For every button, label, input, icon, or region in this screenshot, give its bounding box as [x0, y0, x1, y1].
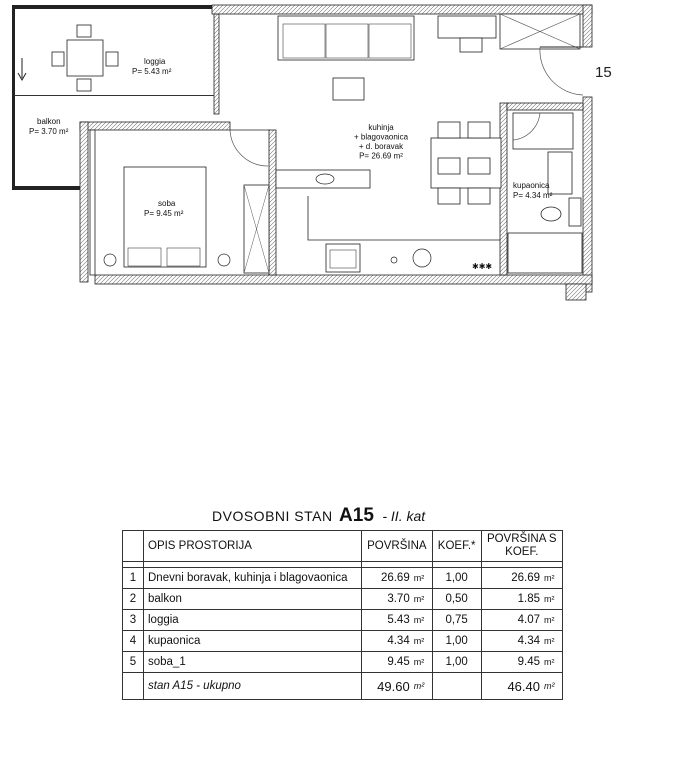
row-name: balkon — [144, 589, 362, 610]
row-number: 5 — [123, 652, 144, 673]
table-row — [123, 610, 563, 631]
row-coef: 1,00 — [432, 652, 481, 673]
room-label-loggia: loggia — [144, 57, 166, 66]
title-code: A15 — [339, 505, 374, 526]
table-row — [123, 652, 563, 673]
row-coef: 1,00 — [432, 631, 481, 652]
row-area-coef-unit: m² — [544, 589, 563, 610]
title-floor: - II. kat — [382, 508, 426, 524]
row-number: 2 — [123, 589, 144, 610]
floor-plan — [0, 0, 695, 320]
living-room-furniture — [278, 16, 496, 100]
total-area-unit: m² — [414, 673, 433, 700]
entrance-door — [540, 47, 583, 95]
row-coef: 0,50 — [432, 589, 481, 610]
row-coef: 1,00 — [432, 568, 481, 589]
room-label-kitchen — [354, 123, 409, 161]
room-area-kupaonica: P= 4.34 m² — [513, 191, 553, 200]
row-area: 4.34 — [362, 631, 414, 652]
row-number: 3 — [123, 610, 144, 631]
row-area-unit: m² — [414, 610, 433, 631]
unit-number: 15 — [595, 64, 612, 81]
room-area-soba: P= 9.45 m² — [144, 209, 184, 218]
row-area-unit: m² — [414, 568, 433, 589]
row-area-coef-unit: m² — [544, 568, 563, 589]
row-area: 5.43 — [362, 610, 414, 631]
room-label-kitchen-line: + d. boravak — [358, 142, 404, 151]
room-label-kitchen-line: + blagovaonica — [353, 132, 409, 142]
balcony-walls — [12, 5, 220, 190]
total-area: 49.60 — [362, 673, 414, 700]
row-number: 1 — [123, 568, 144, 589]
room-label-kitchen-line: kuhinja — [368, 123, 394, 132]
table-row — [123, 589, 563, 610]
loggia-furniture — [52, 25, 118, 91]
total-label: stan A15 - ukupno — [144, 673, 362, 700]
row-area-coef: 9.45 — [481, 652, 544, 673]
header-area-coef-line1: POVRŠINA S — [486, 533, 557, 545]
room-label-balkon: balkon — [37, 117, 61, 126]
dining-set — [431, 122, 501, 204]
header-area-coef — [481, 531, 562, 562]
room-area-table — [122, 530, 563, 700]
row-area-coef-unit: m² — [544, 631, 563, 652]
row-name: loggia — [144, 610, 362, 631]
row-area-coef: 4.07 — [481, 610, 544, 631]
room-label-kupaonica: kupaonica — [513, 181, 550, 190]
room-label-soba: soba — [158, 199, 176, 208]
row-name: kupaonica — [144, 631, 362, 652]
header-area: POVRŠINA — [362, 531, 433, 562]
row-name: Dnevni boravak, kuhinja i blagovaonica — [144, 568, 362, 589]
room-area-balkon: P= 3.70 m² — [29, 127, 69, 136]
row-area-coef: 4.34 — [481, 631, 544, 652]
row-area: 3.70 — [362, 589, 414, 610]
table-row — [123, 631, 563, 652]
row-area-coef-unit: m² — [544, 610, 563, 631]
svg-text:✱✱✱: ✱✱✱ — [472, 262, 493, 271]
table-row — [123, 568, 563, 589]
row-area-coef-unit: m² — [544, 652, 563, 673]
bedroom-furniture — [104, 130, 270, 273]
row-area-unit: m² — [414, 631, 433, 652]
row-area-coef: 1.85 — [481, 589, 544, 610]
header-coef: KOEF.* — [432, 531, 481, 562]
header-description: OPIS PROSTORIJA — [144, 531, 362, 562]
table-title — [212, 505, 425, 527]
row-name: soba_1 — [144, 652, 362, 673]
table-header-row — [123, 531, 563, 562]
row-area: 9.45 — [362, 652, 414, 673]
title-prefix: DVOSOBNI STAN — [212, 508, 333, 524]
room-area-loggia: P= 5.43 m² — [132, 67, 172, 76]
room-area-kitchen: P= 26.69 m² — [359, 151, 403, 161]
row-number: 4 — [123, 631, 144, 652]
total-area-coef-unit: m² — [544, 673, 563, 700]
total-row — [123, 673, 563, 700]
header-area-coef-line2: KOEF. — [505, 546, 539, 558]
row-area-coef: 26.69 — [481, 568, 544, 589]
total-area-coef: 46.40 — [481, 673, 544, 700]
row-coef: 0,75 — [432, 610, 481, 631]
row-area-unit: m² — [414, 652, 433, 673]
row-area-unit: m² — [414, 589, 433, 610]
row-area: 26.69 — [362, 568, 414, 589]
